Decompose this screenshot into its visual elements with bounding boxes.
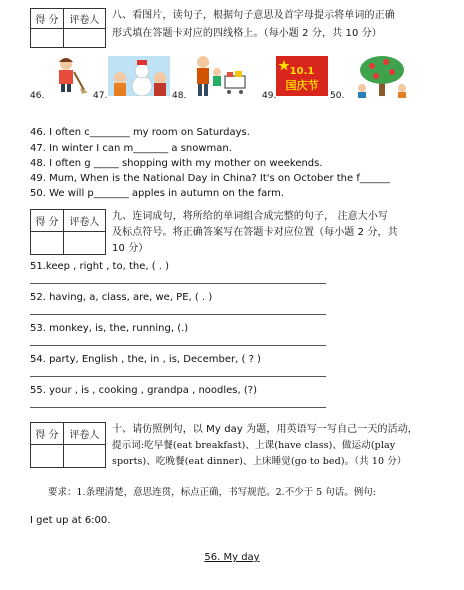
score-cell[interactable]: [31, 232, 64, 255]
pic-label-50: 50.: [330, 91, 345, 101]
answer-line-51[interactable]: [30, 283, 326, 284]
sentence-47: 47. In winter I can m_______ a snowman.: [30, 143, 232, 154]
answer-line-53[interactable]: [30, 345, 326, 346]
national-day-picture: [276, 56, 328, 96]
grader-label: 评卷人: [63, 210, 105, 232]
score-label: 得 分: [31, 423, 64, 445]
grader-label: 评卷人: [63, 9, 105, 29]
section10-title-line: 十、请仿照例句，以 My day 为题，用英语写一写自己一天的活动，: [112, 424, 418, 435]
score-box-8: [30, 8, 106, 48]
section10-title: [112, 422, 458, 470]
grader-cell[interactable]: [63, 232, 105, 255]
score-box-9: [30, 209, 106, 255]
section8-title-line1: 八、看图片，读句子，根据句子意思及首字母提示将单词的正确: [112, 10, 395, 21]
section10-hint-line2: sports)、吃晚餐(eat dinner)、上床睡觉(go to bed)。（共 10 分）: [112, 456, 407, 467]
apple-picking-picture: [352, 54, 412, 98]
pic-label-49: 49.: [262, 91, 277, 101]
grader-cell[interactable]: [63, 29, 105, 48]
section9-title-line1: 九、连词成句，将所给的单词组合成完整的句子， 注意大小写: [112, 211, 388, 222]
essay-title-wrap: [0, 551, 464, 565]
svg-text:10.1: 10.1: [289, 66, 315, 77]
requirement-text: 要求：1.条理清楚，意思连贯，标点正确，书写规范。2.不少于 5 句话。例句:: [48, 487, 376, 498]
section9-title: [112, 209, 456, 257]
example-sentence: I get up at 6:00.: [30, 515, 111, 526]
section10-hint-line1: 提示词:吃早餐(eat breakfast)、上课(have class)、做运动(play: [112, 440, 396, 451]
essay-title: 56. My day: [204, 552, 260, 563]
pic-label-47: 47.: [93, 91, 108, 101]
grader-label: 评卷人: [63, 423, 105, 445]
girl-cleaning-picture: [44, 54, 88, 94]
item-54: 54. party, English , the, in , is, December, ( ? ): [30, 354, 261, 365]
snowman-picture: [108, 56, 170, 96]
grader-cell[interactable]: [63, 445, 105, 468]
score-label: 得 分: [31, 9, 64, 29]
section8-title-line2: 形式填在答题卡对应的四线格上。（每小题 2 分，共 10 分）: [112, 28, 382, 39]
answer-line-55[interactable]: [30, 407, 326, 408]
score-cell[interactable]: [31, 29, 64, 48]
pic-label-48: 48.: [172, 91, 187, 101]
pic-label-46: 46.: [30, 91, 45, 101]
score-label: 得 分: [31, 210, 64, 232]
shopping-picture: [187, 54, 251, 98]
score-box-10: [30, 422, 106, 468]
score-cell[interactable]: [31, 445, 64, 468]
sentence-48: 48. I often g _____ shopping with my mother on weekends.: [30, 158, 323, 169]
item-52: 52. having, a, class, are, we, PE, ( . ): [30, 292, 213, 303]
item-53: 53. monkey, is, the, running, (.): [30, 323, 189, 334]
section9-title-line3: 10 分）: [112, 243, 149, 254]
item-51: 51.keep , right , to, the, ( . ): [30, 261, 170, 272]
sentence-50: 50. We will p_______ apples in autumn on the farm.: [30, 188, 285, 199]
sentence-46: 46. I often c________ my room on Saturdays.: [30, 127, 250, 138]
sentence-49: 49. Mum, When is the National Day in China? It's on October the f______: [30, 173, 390, 184]
section9-title-line2: 及标点符号。将正确答案写在答题卡对应位置（每小题 2 分，共: [112, 227, 398, 238]
national-day-text: 国庆节: [285, 79, 319, 92]
item-55: 55. your , is , cooking , grandpa , noodles, (?): [30, 385, 257, 396]
section8-title: [112, 8, 456, 42]
answer-line-54[interactable]: [30, 376, 326, 377]
answer-line-52[interactable]: [30, 314, 326, 315]
